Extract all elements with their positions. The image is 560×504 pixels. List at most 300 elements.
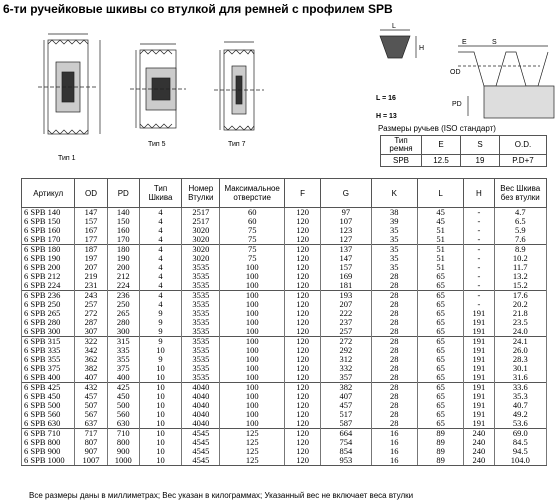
table-cell: 28 xyxy=(371,401,417,410)
table-cell: 9 xyxy=(139,337,181,347)
table-cell: 567 xyxy=(75,410,107,419)
table-cell: 3535 xyxy=(182,272,220,281)
table-cell: 4040 xyxy=(182,419,220,429)
table-cell: 120 xyxy=(284,337,320,347)
table-cell: 28 xyxy=(371,373,417,383)
table-row xyxy=(22,263,547,272)
table-cell: 219 xyxy=(75,272,107,281)
table-cell: 3535 xyxy=(182,309,220,318)
table-cell: 35.3 xyxy=(494,392,547,401)
table-cell: 10 xyxy=(139,429,181,439)
table-cell: 191 xyxy=(464,364,494,373)
table-cell: 75 xyxy=(220,235,284,245)
table-cell: 120 xyxy=(284,263,320,272)
table-cell: 8.9 xyxy=(494,245,547,255)
table-cell: 16 xyxy=(371,447,417,456)
table-cell: 100 xyxy=(220,419,284,429)
table-cell: 500 xyxy=(107,401,139,410)
table-cell: 26.0 xyxy=(494,346,547,355)
table-cell: 28 xyxy=(371,300,417,309)
table-cell: 6 SPB 355 xyxy=(22,355,75,364)
table-row xyxy=(22,226,547,235)
table-cell: 6 SPB 200 xyxy=(22,263,75,272)
table-cell: 15.2 xyxy=(494,281,547,291)
table-cell: 84.5 xyxy=(494,438,547,447)
table-cell: 120 xyxy=(284,291,320,301)
table-cell: - xyxy=(464,226,494,235)
table-cell: 24.1 xyxy=(494,337,547,347)
table-cell: 28 xyxy=(371,355,417,364)
table-cell: 407 xyxy=(75,373,107,383)
table-cell: 120 xyxy=(284,429,320,439)
table-cell: 35 xyxy=(371,235,417,245)
table-cell: 45 xyxy=(417,217,463,226)
table-cell: 300 xyxy=(107,327,139,337)
table-cell: 342 xyxy=(75,346,107,355)
table-cell: 425 xyxy=(107,383,139,393)
belt-L-value: L = 16 xyxy=(376,95,396,102)
table-row xyxy=(22,208,547,218)
table-cell: 120 xyxy=(284,309,320,318)
table-cell: 23.5 xyxy=(494,318,547,327)
table-row xyxy=(22,291,547,301)
table-cell: 28.3 xyxy=(494,355,547,364)
table-cell: 6 SPB 265 xyxy=(22,309,75,318)
table-cell: 100 xyxy=(220,337,284,347)
svg-text:H: H xyxy=(419,45,425,52)
table-cell: 187 xyxy=(75,245,107,255)
table-cell: 65 xyxy=(417,410,463,419)
table-cell: 28 xyxy=(371,383,417,393)
table-cell: 3535 xyxy=(182,281,220,291)
table-cell: 170 xyxy=(107,235,139,245)
table-cell: 240 xyxy=(464,438,494,447)
table-cell: 94.5 xyxy=(494,447,547,456)
groove-cell: 19 xyxy=(461,155,500,167)
table-cell: 3535 xyxy=(182,291,220,301)
pulley-type1-drawing xyxy=(38,34,100,134)
table-cell: 53.6 xyxy=(494,419,547,429)
table-row xyxy=(22,309,547,318)
pulley-table xyxy=(21,178,547,466)
table-header-cell: K xyxy=(371,179,417,208)
table-cell: 10 xyxy=(139,401,181,410)
groove-header: E xyxy=(422,136,461,155)
table-cell: 4 xyxy=(139,291,181,301)
table-cell: 190 xyxy=(107,254,139,263)
table-cell: 65 xyxy=(417,392,463,401)
table-cell: 177 xyxy=(75,235,107,245)
table-cell: 125 xyxy=(220,456,284,466)
table-cell: 49.2 xyxy=(494,410,547,419)
table-cell: 89 xyxy=(417,429,463,439)
table-cell: - xyxy=(464,272,494,281)
table-row xyxy=(22,373,547,383)
table-cell: 28 xyxy=(371,309,417,318)
table-row xyxy=(22,447,547,456)
table-cell: 28 xyxy=(371,318,417,327)
table-cell: 207 xyxy=(75,263,107,272)
table-row xyxy=(22,355,547,364)
table-cell: 191 xyxy=(464,327,494,337)
table-cell: 120 xyxy=(284,410,320,419)
table-cell: 125 xyxy=(220,447,284,456)
table-header-cell: Артикул xyxy=(22,179,75,208)
groove-row xyxy=(381,155,547,167)
table-cell: 16 xyxy=(371,456,417,466)
table-cell: 35 xyxy=(371,263,417,272)
table-cell: - xyxy=(464,235,494,245)
table-cell: 2517 xyxy=(182,217,220,226)
table-cell: 65 xyxy=(417,364,463,373)
table-cell: 3020 xyxy=(182,254,220,263)
table-cell: 150 xyxy=(107,217,139,226)
table-row xyxy=(22,272,547,281)
table-cell: 100 xyxy=(220,364,284,373)
table-header-row xyxy=(22,179,547,208)
table-cell: 3535 xyxy=(182,300,220,309)
table-cell: 6 SPB 250 xyxy=(22,300,75,309)
table-cell: 100 xyxy=(220,392,284,401)
table-row xyxy=(22,383,547,393)
table-cell: 39 xyxy=(371,217,417,226)
table-cell: 3020 xyxy=(182,235,220,245)
table-cell: 10 xyxy=(139,392,181,401)
table-cell: 6 SPB 190 xyxy=(22,254,75,263)
table-cell: 560 xyxy=(107,410,139,419)
table-cell: 3535 xyxy=(182,355,220,364)
table-cell: 120 xyxy=(284,281,320,291)
table-cell: 65 xyxy=(417,419,463,429)
table-cell: 587 xyxy=(321,419,371,429)
table-cell: 147 xyxy=(321,254,371,263)
table-cell: 169 xyxy=(321,272,371,281)
table-cell: 4040 xyxy=(182,410,220,419)
table-cell: 120 xyxy=(284,456,320,466)
table-cell: 191 xyxy=(464,337,494,347)
table-cell: 100 xyxy=(220,355,284,364)
type5-caption: Тип 5 xyxy=(148,141,166,148)
table-cell: 193 xyxy=(321,291,371,301)
table-cell: 357 xyxy=(321,373,371,383)
svg-text:OD: OD xyxy=(450,69,461,76)
table-header-cell: H xyxy=(464,179,494,208)
table-cell: 140 xyxy=(107,208,139,218)
table-cell: 197 xyxy=(75,254,107,263)
table-cell: 355 xyxy=(107,355,139,364)
table-cell: - xyxy=(464,263,494,272)
table-row xyxy=(22,364,547,373)
table-row xyxy=(22,392,547,401)
table-cell: 507 xyxy=(75,401,107,410)
table-cell: 100 xyxy=(220,309,284,318)
table-cell: 240 xyxy=(464,456,494,466)
table-cell: 28 xyxy=(371,272,417,281)
table-cell: 3535 xyxy=(182,327,220,337)
table-cell: 4545 xyxy=(182,456,220,466)
table-cell: 7.6 xyxy=(494,235,547,245)
table-cell: 4545 xyxy=(182,429,220,439)
svg-text:S: S xyxy=(492,39,497,46)
table-cell: 100 xyxy=(220,291,284,301)
table-cell: 710 xyxy=(107,429,139,439)
table-cell: 1000 xyxy=(107,456,139,466)
table-cell: 120 xyxy=(284,392,320,401)
table-cell: 807 xyxy=(75,438,107,447)
table-cell: 315 xyxy=(107,337,139,347)
table-cell: 11.7 xyxy=(494,263,547,272)
pulley-type5-drawing xyxy=(130,44,186,128)
table-cell: - xyxy=(464,208,494,218)
table-cell: 400 xyxy=(107,373,139,383)
footnote: Все размеры даны в миллиметрах; Вес указан в килограммах; Указанный вес не включает веса втулки xyxy=(29,491,414,500)
table-cell: 100 xyxy=(220,410,284,419)
table-cell: 65 xyxy=(417,300,463,309)
table-cell: 20.2 xyxy=(494,300,547,309)
table-cell: 9 xyxy=(139,309,181,318)
table-cell: 65 xyxy=(417,383,463,393)
groove-cell: P.D+7 xyxy=(500,155,547,167)
table-cell: 4 xyxy=(139,272,181,281)
table-cell: 382 xyxy=(321,383,371,393)
table-cell: 120 xyxy=(284,272,320,281)
table-cell: 28 xyxy=(371,337,417,347)
table-cell: 24.0 xyxy=(494,327,547,337)
table-cell: 28 xyxy=(371,364,417,373)
table-cell: 307 xyxy=(75,327,107,337)
table-cell: 40.7 xyxy=(494,401,547,410)
table-row xyxy=(22,419,547,429)
table-cell: 9 xyxy=(139,327,181,337)
table-cell: - xyxy=(464,217,494,226)
table-cell: 28 xyxy=(371,281,417,291)
table-cell: 69.0 xyxy=(494,429,547,439)
table-cell: 157 xyxy=(75,217,107,226)
table-cell: 125 xyxy=(220,438,284,447)
table-header-cell: OD xyxy=(75,179,107,208)
type1-caption: Тип 1 xyxy=(58,155,76,162)
table-cell: 28 xyxy=(371,410,417,419)
table-cell: 191 xyxy=(464,410,494,419)
table-cell: 191 xyxy=(464,401,494,410)
table-cell: 10 xyxy=(139,456,181,466)
table-cell: 100 xyxy=(220,401,284,410)
table-cell: 1007 xyxy=(75,456,107,466)
table-cell: 200 xyxy=(107,263,139,272)
table-cell: 432 xyxy=(75,383,107,393)
table-cell: 31.6 xyxy=(494,373,547,383)
table-cell: 243 xyxy=(75,291,107,301)
table-cell: 4 xyxy=(139,226,181,235)
table-cell: 240 xyxy=(464,447,494,456)
table-cell: 65 xyxy=(417,346,463,355)
table-header-cell: PD xyxy=(107,179,139,208)
table-cell: 457 xyxy=(321,401,371,410)
table-cell: 6 SPB 710 xyxy=(22,429,75,439)
table-cell: 312 xyxy=(321,355,371,364)
table-cell: 362 xyxy=(75,355,107,364)
table-cell: 17.6 xyxy=(494,291,547,301)
table-cell: 382 xyxy=(75,364,107,373)
table-cell: 51 xyxy=(417,263,463,272)
table-cell: 120 xyxy=(284,217,320,226)
table-cell: 6 SPB 236 xyxy=(22,291,75,301)
table-cell: 28 xyxy=(371,327,417,337)
table-row xyxy=(22,327,547,337)
table-cell: 191 xyxy=(464,318,494,327)
table-cell: 120 xyxy=(284,245,320,255)
table-cell: 100 xyxy=(220,327,284,337)
table-cell: 65 xyxy=(417,281,463,291)
table-cell: 65 xyxy=(417,327,463,337)
table-cell: 75 xyxy=(220,245,284,255)
table-cell: 120 xyxy=(284,401,320,410)
groove-cell: SPB xyxy=(381,155,422,167)
table-cell: 800 xyxy=(107,438,139,447)
table-cell: 322 xyxy=(75,337,107,347)
table-cell: 120 xyxy=(284,383,320,393)
pulley-type7-drawing xyxy=(214,42,264,130)
table-cell: 6 SPB 300 xyxy=(22,327,75,337)
table-cell: - xyxy=(464,291,494,301)
table-cell: 123 xyxy=(321,226,371,235)
table-cell: 630 xyxy=(107,419,139,429)
table-cell: 89 xyxy=(417,438,463,447)
table-cell: 45 xyxy=(417,208,463,218)
table-cell: 4 xyxy=(139,217,181,226)
table-cell: 120 xyxy=(284,373,320,383)
table-cell: 664 xyxy=(321,429,371,439)
table-cell: 6 SPB 500 xyxy=(22,401,75,410)
table-cell: 38 xyxy=(371,208,417,218)
type7-caption: Тип 7 xyxy=(228,141,246,148)
table-cell: 10 xyxy=(139,373,181,383)
table-header-cell: Вес Шкива без втулки xyxy=(494,179,547,208)
table-cell: 6 SPB 400 xyxy=(22,373,75,383)
table-cell: 4040 xyxy=(182,383,220,393)
table-cell: 51 xyxy=(417,235,463,245)
table-cell: 231 xyxy=(75,281,107,291)
table-cell: 65 xyxy=(417,401,463,410)
table-cell: 75 xyxy=(220,254,284,263)
table-cell: 407 xyxy=(321,392,371,401)
table-cell: 181 xyxy=(321,281,371,291)
table-cell: 120 xyxy=(284,438,320,447)
table-cell: 100 xyxy=(220,318,284,327)
table-row xyxy=(22,245,547,255)
table-cell: 4 xyxy=(139,245,181,255)
table-cell: 257 xyxy=(321,327,371,337)
table-cell: 191 xyxy=(464,392,494,401)
table-cell: 517 xyxy=(321,410,371,419)
table-cell: 3535 xyxy=(182,263,220,272)
table-cell: 4545 xyxy=(182,447,220,456)
table-cell: 6 SPB 1000 xyxy=(22,456,75,466)
table-cell: 6 SPB 900 xyxy=(22,447,75,456)
table-cell: 272 xyxy=(75,309,107,318)
table-cell: - xyxy=(464,245,494,255)
groove-header: O.D. xyxy=(500,136,547,155)
table-cell: 900 xyxy=(107,447,139,456)
table-cell: 3535 xyxy=(182,346,220,355)
table-cell: 6 SPB 425 xyxy=(22,383,75,393)
table-cell: - xyxy=(464,254,494,263)
table-cell: 51 xyxy=(417,245,463,255)
table-cell: 13.2 xyxy=(494,272,547,281)
table-cell: 51 xyxy=(417,254,463,263)
table-cell: 107 xyxy=(321,217,371,226)
groove-cell: 12.5 xyxy=(422,155,461,167)
groove-profile-drawing xyxy=(458,46,554,118)
table-cell: - xyxy=(464,281,494,291)
table-row xyxy=(22,254,547,263)
table-cell: 6 SPB 160 xyxy=(22,226,75,235)
table-cell: 65 xyxy=(417,318,463,327)
table-cell: 28 xyxy=(371,291,417,301)
table-cell: 6 SPB 335 xyxy=(22,346,75,355)
table-cell: 65 xyxy=(417,355,463,364)
table-cell: 10.2 xyxy=(494,254,547,263)
table-cell: 240 xyxy=(464,429,494,439)
table-cell: 100 xyxy=(220,272,284,281)
table-cell: 3535 xyxy=(182,373,220,383)
table-header-cell: Максимальное отверстие xyxy=(220,179,284,208)
table-cell: - xyxy=(464,300,494,309)
table-cell: 120 xyxy=(284,364,320,373)
svg-text:L: L xyxy=(392,23,396,30)
table-cell: 4 xyxy=(139,235,181,245)
table-cell: 120 xyxy=(284,208,320,218)
table-cell: 4040 xyxy=(182,392,220,401)
table-cell: 120 xyxy=(284,254,320,263)
groove-header: S xyxy=(461,136,500,155)
svg-text:PD: PD xyxy=(452,101,462,108)
svg-text:E: E xyxy=(462,39,467,46)
table-header-cell: F xyxy=(284,179,320,208)
table-cell: 89 xyxy=(417,447,463,456)
table-cell: 292 xyxy=(321,346,371,355)
table-cell: 65 xyxy=(417,291,463,301)
table-cell: 125 xyxy=(220,429,284,439)
table-cell: 60 xyxy=(220,217,284,226)
table-cell: 257 xyxy=(75,300,107,309)
groove-caption: Размеры ручьев (ISO стандарт) xyxy=(378,124,496,133)
table-cell: 6 SPB 450 xyxy=(22,392,75,401)
table-cell: 100 xyxy=(220,383,284,393)
table-cell: 120 xyxy=(284,355,320,364)
table-cell: 16 xyxy=(371,429,417,439)
table-cell: 6 SPB 800 xyxy=(22,438,75,447)
table-row xyxy=(22,429,547,439)
table-cell: 100 xyxy=(220,300,284,309)
table-cell: 854 xyxy=(321,447,371,456)
table-cell: 332 xyxy=(321,364,371,373)
table-cell: 191 xyxy=(464,309,494,318)
table-cell: 6 SPB 224 xyxy=(22,281,75,291)
table-row xyxy=(22,281,547,291)
table-cell: 191 xyxy=(464,346,494,355)
belt-profile-drawing xyxy=(380,30,416,58)
table-cell: 754 xyxy=(321,438,371,447)
table-cell: 450 xyxy=(107,392,139,401)
table-cell: 28 xyxy=(371,419,417,429)
table-cell: 120 xyxy=(284,318,320,327)
table-cell: 224 xyxy=(107,281,139,291)
table-cell: 6 SPB 150 xyxy=(22,217,75,226)
table-cell: 89 xyxy=(417,456,463,466)
table-cell: 222 xyxy=(321,309,371,318)
table-cell: 4 xyxy=(139,281,181,291)
